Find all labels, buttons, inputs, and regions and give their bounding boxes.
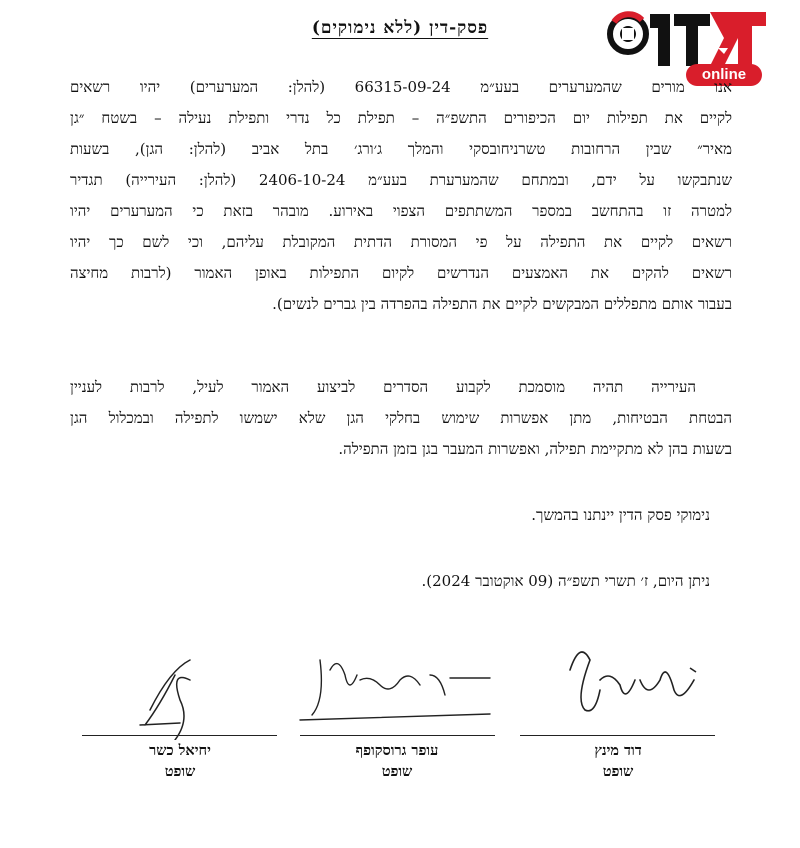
logo-online-text: online	[701, 66, 747, 83]
judge-role-kasher: שופט	[164, 763, 196, 780]
judge-name-groskopf: עופר גרוסקופף	[355, 742, 439, 759]
judge-role-mintz: שופט	[602, 763, 634, 780]
document-title: פסק-דין (ללא נימוקים)	[311, 18, 489, 38]
signature-line-mintz	[520, 735, 715, 736]
given-date-line: ניתן היום, ז׳ תשרי תשפ״ה (09 אוקטובר 2024).	[421, 572, 710, 590]
paragraph-line: מאיר״ שבין הרחובות טשרניחובסקי והמלך ג׳ורג׳ בתל אביב (להלן: הגן), בשעות	[70, 140, 732, 158]
ruling-paragraph-1	[70, 72, 732, 320]
ruling-paragraph-2	[70, 372, 732, 465]
paragraph-line: רשאים להקים את האמצעים הנדרשים לקיום התפילות באופן האמור (לרבות מחיצה	[70, 264, 732, 282]
judge-name-kasher: יחיאל כשר	[149, 742, 211, 759]
reasons-note: נימוקי פסק הדין יינתנו בהמשך.	[531, 506, 710, 524]
paragraph-line: לקיים את תפילות יום הכיפורים התשפ״ה – תפילת כל נדרי ותפילת נעילה – בשטח ״גן	[70, 109, 732, 127]
paragraph-line: העירייה תהיה מוסמכת לקבוע הסדרים לביצוע האמור לעיל, לרבות לעניין	[70, 378, 696, 396]
signature-line-kasher	[82, 735, 277, 736]
paragraph-line: הבטחת הבטיחות, מתן אפשרות שימוש בחלקי הגן שלא ישמשו לתפילה ובמכלול הגן	[70, 409, 732, 427]
paragraph-line: למטרה זו בהתחשב במספר המשתתפים הצפוי באירוע. מובהר בזאת כי המערערים יהיו	[70, 202, 732, 220]
paragraph-line: בשעות בהן לא מתקיימת תפילה, ואפשרות המעבר בגן בזמן התפילה.	[338, 440, 732, 458]
judge-name-mintz: דוד מינץ	[594, 742, 642, 759]
paragraph-line: שנתבקשו על ידם, ובמתחם שהמערערת בעע״מ 2406-10-24 (להלן: העירייה) תגדיר	[70, 171, 732, 189]
signature-scribbles	[0, 630, 800, 740]
signature-line-groskopf	[300, 735, 495, 736]
paragraph-line: אנו מורים שהמערערים בעע״מ 66315-09-24 (להלן: המערערים) יהיו רשאים	[70, 78, 732, 96]
paragraph-line: בעבור אותם מתפללים המבקשים לקיים את התפילה בהפרדה בין גברים לנשים).	[272, 295, 732, 313]
judge-role-groskopf: שופט	[381, 763, 413, 780]
paragraph-line: רשאים לקיים את התפילה על פי המסורת הדתית המקובלת עליהם, וכי לשם כך יהיו	[70, 233, 732, 251]
